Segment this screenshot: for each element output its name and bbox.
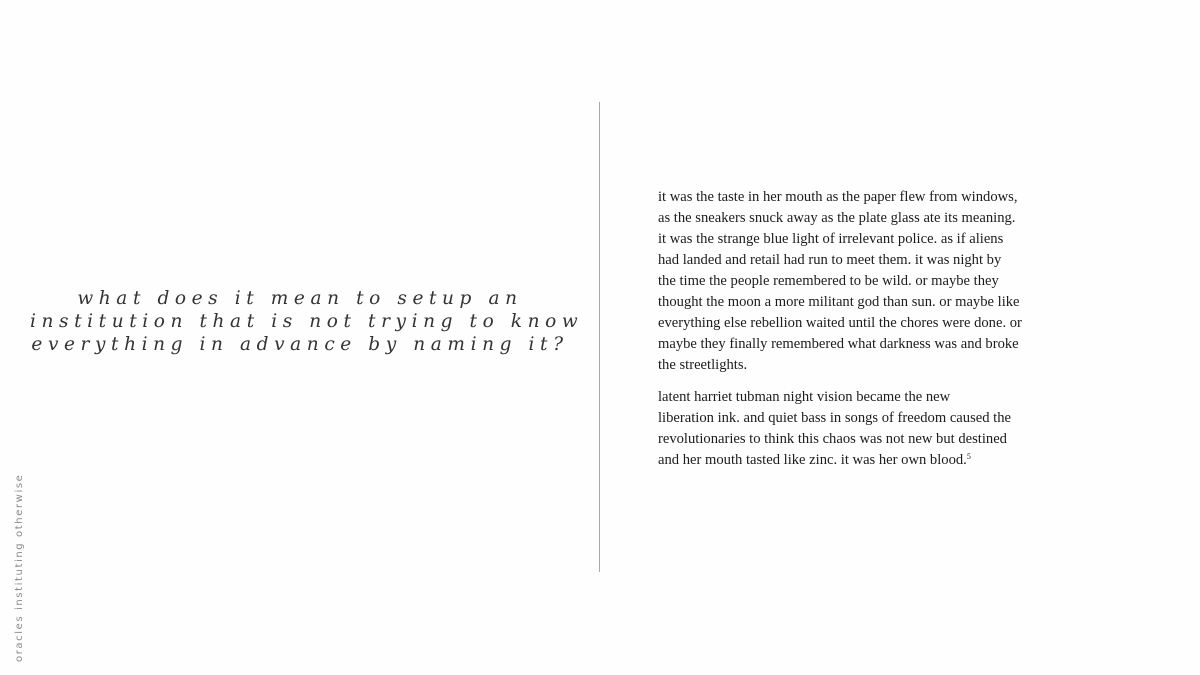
text-line: liberation ink. and quiet bass in songs of freedom caused the [658, 410, 1012, 426]
body-text [658, 187, 1078, 471]
text-line: revolutionaries to think this chaos was not new but destined [658, 431, 1007, 447]
text-line: thought the moon a more militant god than sun. or maybe like [658, 294, 1020, 310]
text-line: latent harriet tubman night vision became the new [658, 389, 951, 405]
text-line: the streetlights. [658, 357, 748, 373]
pull-quote-question [30, 287, 584, 356]
text-line: maybe they finally remembered what darkness was and broke [658, 336, 1019, 352]
text-line-last-content: and her mouth tasted like zinc. it was her own blood. [658, 452, 967, 468]
question-line: everything in advance by naming it? [31, 334, 569, 355]
text-line-last [658, 450, 1078, 471]
text-line: as the sneakers snuck away as the plate glass ate its meaning. [658, 210, 1016, 226]
vertical-divider [599, 102, 600, 572]
paragraph-2 [658, 387, 1078, 471]
question-line: institution that is not trying to know [30, 311, 584, 332]
text-line: the time the people remembered to be wild. or maybe they [658, 273, 999, 289]
text-line: it was the strange blue light of irrelevant police. as if aliens [658, 231, 1004, 247]
paragraph-1 [658, 187, 1078, 376]
question-line: what does it mean to setup an [77, 288, 523, 309]
side-label: oracles instituting otherwise [14, 473, 25, 662]
text-line: it was the taste in her mouth as the paper flew from windows, [658, 189, 1018, 205]
footnote-marker[interactable]: 5 [966, 452, 971, 461]
text-line: everything else rebellion waited until the chores were done. or [658, 315, 1022, 331]
text-line: had landed and retail had run to meet them. it was night by [658, 252, 1002, 268]
